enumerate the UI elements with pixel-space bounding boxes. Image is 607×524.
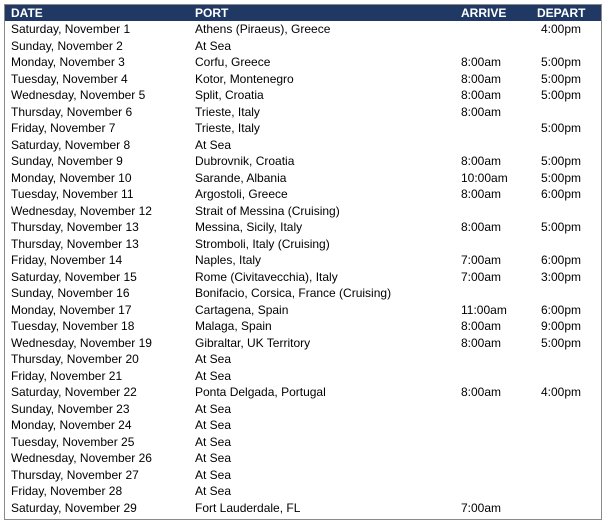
cell-port: At Sea xyxy=(195,434,232,449)
cell-date: Friday, November 7 xyxy=(11,121,116,136)
cell-arrive xyxy=(455,450,535,467)
cell-depart: 6:00pm xyxy=(541,302,582,317)
cell-depart xyxy=(535,401,601,418)
table-row xyxy=(5,236,601,253)
header-date: DATE xyxy=(5,5,189,21)
cell-depart: 5:00pm xyxy=(541,170,582,185)
cell-date: Sunday, November 23 xyxy=(11,401,130,416)
cell-arrive xyxy=(455,137,535,154)
cell-port: Strait of Messina (Cruising) xyxy=(195,203,340,218)
cell-date: Sunday, November 16 xyxy=(11,286,130,301)
cell-arrive: 8:00am xyxy=(461,55,502,70)
cell-date: Thursday, November 27 xyxy=(11,467,139,482)
cell-depart: 6:00pm xyxy=(541,187,582,202)
cell-port: Corfu, Greece xyxy=(195,55,271,70)
table-row xyxy=(5,285,601,302)
cell-depart xyxy=(535,483,601,500)
cell-arrive xyxy=(455,236,535,253)
cell-date: Friday, November 28 xyxy=(11,484,123,499)
header-depart: DEPART xyxy=(535,5,601,21)
cell-port: Kotor, Montenegro xyxy=(195,71,294,86)
cell-arrive: 8:00am xyxy=(461,154,502,169)
table-row xyxy=(5,104,601,121)
cell-port: At Sea xyxy=(195,418,232,433)
table-row xyxy=(5,483,601,500)
cell-arrive: 11:00am xyxy=(461,302,507,317)
cell-depart: 5:00pm xyxy=(541,220,582,235)
cell-port: Rome (Civitavecchia), Italy xyxy=(195,269,338,284)
cell-depart xyxy=(535,203,601,220)
cell-port: Stromboli, Italy (Cruising) xyxy=(195,236,330,251)
cell-port: At Sea xyxy=(195,38,232,53)
table-row xyxy=(5,170,601,187)
cell-depart: 5:00pm xyxy=(541,88,582,103)
cell-arrive: 8:00am xyxy=(461,385,502,400)
table-row xyxy=(5,153,601,170)
cell-depart xyxy=(535,104,601,121)
cell-depart: 5:00pm xyxy=(541,335,582,350)
cell-depart xyxy=(535,38,601,55)
cell-port: Cartagena, Spain xyxy=(195,302,289,317)
cell-arrive xyxy=(455,434,535,451)
cell-arrive: 8:00am xyxy=(461,104,502,119)
cell-depart xyxy=(535,285,601,302)
table-row xyxy=(5,401,601,418)
table-row xyxy=(5,137,601,154)
cell-port: Malaga, Spain xyxy=(195,319,272,334)
cell-arrive xyxy=(455,21,535,38)
cell-depart: 5:00pm xyxy=(541,121,582,136)
table-row xyxy=(5,351,601,368)
cell-date: Monday, November 17 xyxy=(11,302,132,317)
cell-date: Saturday, November 8 xyxy=(11,137,131,152)
cell-arrive xyxy=(455,203,535,220)
table-row xyxy=(5,335,601,352)
cell-arrive xyxy=(455,351,535,368)
table-row xyxy=(5,219,601,236)
cell-date: Friday, November 21 xyxy=(11,368,123,383)
cell-date: Saturday, November 15 xyxy=(11,269,137,284)
table-row xyxy=(5,434,601,451)
cell-port: Sarande, Albania xyxy=(195,170,287,185)
cell-arrive xyxy=(455,120,535,137)
cell-arrive xyxy=(455,285,535,302)
cell-arrive xyxy=(455,401,535,418)
table-row xyxy=(5,384,601,401)
cell-arrive: 7:00am xyxy=(461,269,502,284)
cell-date: Saturday, November 1 xyxy=(11,22,131,37)
cell-date: Wednesday, November 19 xyxy=(11,335,152,350)
cell-port: Gibraltar, UK Territory xyxy=(195,335,311,350)
cell-depart: 4:00pm xyxy=(541,22,582,37)
header-row xyxy=(5,5,601,21)
table-row xyxy=(5,186,601,203)
cell-arrive xyxy=(455,38,535,55)
table-row xyxy=(5,269,601,286)
cell-depart: 5:00pm xyxy=(541,71,582,86)
cell-date: Saturday, November 29 xyxy=(11,500,137,515)
cell-date: Sunday, November 9 xyxy=(11,154,123,169)
cell-port: Naples, Italy xyxy=(195,253,262,268)
cell-date: Tuesday, November 25 xyxy=(11,434,135,449)
cell-arrive: 8:00am xyxy=(461,88,502,103)
cell-port: At Sea xyxy=(195,368,232,383)
cell-date: Wednesday, November 5 xyxy=(11,88,146,103)
cell-date: Thursday, November 13 xyxy=(11,220,139,235)
header-port: PORT xyxy=(189,5,455,21)
table-row xyxy=(5,21,601,38)
cell-date: Thursday, November 13 xyxy=(11,236,139,251)
table-row xyxy=(5,120,601,137)
table-row xyxy=(5,87,601,104)
table-row xyxy=(5,500,601,517)
cell-port: Split, Croatia xyxy=(195,88,264,103)
cell-date: Monday, November 10 xyxy=(11,170,132,185)
table-row xyxy=(5,417,601,434)
cell-date: Friday, November 14 xyxy=(11,253,123,268)
cell-arrive: 7:00am xyxy=(461,500,502,515)
cell-depart xyxy=(535,368,601,385)
cell-port: Dubrovnik, Croatia xyxy=(195,154,295,169)
table-row xyxy=(5,203,601,220)
cell-date: Saturday, November 22 xyxy=(11,385,137,400)
table-row xyxy=(5,368,601,385)
cell-arrive xyxy=(455,467,535,484)
cell-port: At Sea xyxy=(195,467,232,482)
header-arrive: ARRIVE xyxy=(455,5,535,21)
cell-depart xyxy=(535,450,601,467)
cell-arrive: 8:00am xyxy=(461,187,502,202)
cell-date: Thursday, November 6 xyxy=(11,104,133,119)
cell-date: Tuesday, November 18 xyxy=(11,319,135,334)
cell-date: Monday, November 3 xyxy=(11,55,125,70)
cell-depart: 3:00pm xyxy=(541,269,582,284)
cell-arrive: 8:00am xyxy=(461,220,502,235)
cell-arrive xyxy=(455,368,535,385)
cell-depart xyxy=(535,236,601,253)
cell-depart: 5:00pm xyxy=(541,55,582,70)
cell-depart: 9:00pm xyxy=(541,319,582,334)
cell-date: Tuesday, November 4 xyxy=(11,71,128,86)
cell-port: Trieste, Italy xyxy=(195,121,260,136)
cell-date: Monday, November 24 xyxy=(11,418,132,433)
cell-arrive xyxy=(455,417,535,434)
cell-port: At Sea xyxy=(195,352,232,367)
cell-port: At Sea xyxy=(195,137,232,152)
cell-port: Athens (Piraeus), Greece xyxy=(195,22,331,37)
table-row xyxy=(5,450,601,467)
cell-port: At Sea xyxy=(195,401,232,416)
cell-port: Bonifacio, Corsica, France (Cruising) xyxy=(195,286,392,301)
cell-port: Messina, Sicily, Italy xyxy=(195,220,303,235)
cell-depart: 6:00pm xyxy=(541,253,582,268)
itinerary-body xyxy=(5,21,601,516)
cell-depart xyxy=(535,137,601,154)
cell-depart: 5:00pm xyxy=(541,154,582,169)
cell-arrive: 8:00am xyxy=(461,319,502,334)
cell-date: Tuesday, November 11 xyxy=(11,187,134,202)
cell-date: Wednesday, November 12 xyxy=(11,203,152,218)
table-row xyxy=(5,467,601,484)
cell-arrive xyxy=(455,483,535,500)
cell-date: Wednesday, November 26 xyxy=(11,451,152,466)
cell-depart xyxy=(535,467,601,484)
cell-arrive: 8:00am xyxy=(461,71,502,86)
cell-date: Sunday, November 2 xyxy=(11,38,123,53)
cell-depart xyxy=(535,500,601,517)
cell-port: At Sea xyxy=(195,451,232,466)
cell-depart: 4:00pm xyxy=(541,385,582,400)
table-row xyxy=(5,302,601,319)
cell-arrive: 10:00am xyxy=(461,170,508,185)
cell-depart xyxy=(535,434,601,451)
cell-date: Thursday, November 20 xyxy=(11,352,139,367)
table-row xyxy=(5,38,601,55)
cell-port: Argostoli, Greece xyxy=(195,187,288,202)
cell-port: Fort Lauderdale, FL xyxy=(195,500,301,515)
table-row xyxy=(5,54,601,71)
cell-depart xyxy=(535,417,601,434)
itinerary-frame xyxy=(4,4,602,520)
cell-arrive: 8:00am xyxy=(461,335,502,350)
cell-port: Ponta Delgada, Portugal xyxy=(195,385,326,400)
itinerary-table xyxy=(5,5,601,516)
table-row xyxy=(5,318,601,335)
cell-port: At Sea xyxy=(195,484,232,499)
cell-depart xyxy=(535,351,601,368)
table-row xyxy=(5,71,601,88)
table-row xyxy=(5,252,601,269)
cell-port: Trieste, Italy xyxy=(195,104,260,119)
cell-arrive: 7:00am xyxy=(461,253,502,268)
